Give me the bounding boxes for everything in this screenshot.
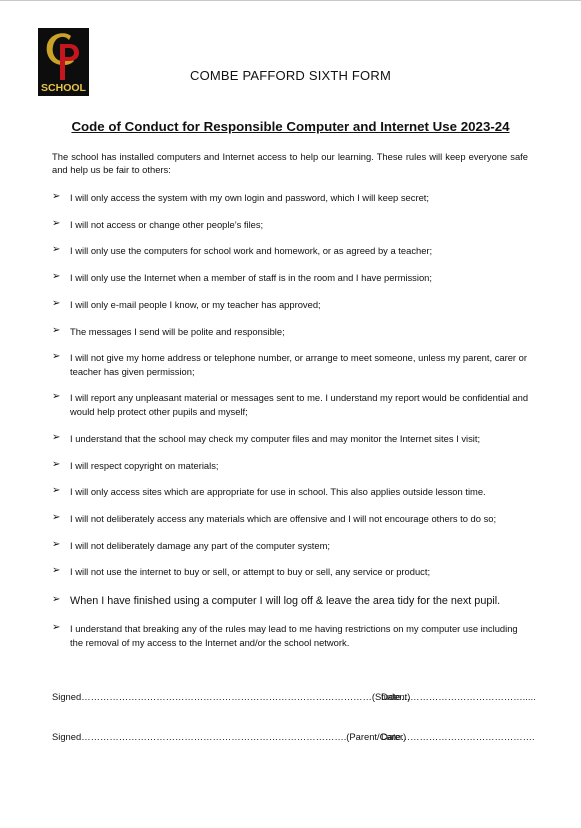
school-logo (38, 28, 89, 96)
arrow-bullet-icon: ➢ (52, 244, 61, 255)
rule-text: I will only e-mail people I know, or my teacher has approved; (70, 299, 321, 310)
rule-text: I will only access sites which are appropriate for use in school. This also applies outside lesson time. (70, 486, 486, 497)
rule-text: I will not deliberately access any materials which are offensive and I will not encourage others to do so; (70, 513, 497, 524)
arrow-bullet-icon: ➢ (52, 325, 61, 336)
arrow-bullet-icon: ➢ (52, 512, 61, 523)
rule-text: I will not give my home address or telephone number, or arrange to meet someone, unless my parent, carer or teacher has given permission; (70, 352, 527, 377)
rule-text: I understand that breaking any of the rules may lead to me having restrictions on my computer use including the removal of my access to the Internet and/or the school network. (70, 623, 518, 648)
arrow-bullet-icon: ➢ (52, 565, 61, 576)
school-name: COMBE PAFFORD SIXTH FORM (189, 68, 391, 83)
intro-paragraph: The school has installed computers and Internet access to help our learning. These rules will keep everyone safe and help us be fair to others: (52, 151, 528, 175)
arrow-bullet-icon: ➢ (52, 594, 61, 605)
arrow-bullet-icon: ➢ (52, 218, 61, 229)
arrow-bullet-icon: ➢ (52, 432, 61, 443)
rule-text: I will only use the computers for school work and homework, or as agreed by a teacher; (70, 245, 433, 256)
arrow-bullet-icon: ➢ (52, 298, 61, 309)
rule-text: I will only use the Internet when a member of staff is in the room and I have permission; (70, 272, 432, 283)
rule-text: When I have finished using a computer I will log off & leave the area tidy for the next pupil. (70, 595, 501, 607)
rule-text: I will not access or change other people’s files; (70, 219, 264, 230)
student-date-line: Date…………………………………..... (381, 691, 536, 702)
rule-text: The messages I send will be polite and responsible; (70, 326, 285, 337)
arrow-bullet-icon: ➢ (52, 539, 61, 550)
rule-text: I understand that the school may check my computer files and may monitor the Internet sites I visit; (70, 433, 481, 444)
arrow-bullet-icon: ➢ (52, 459, 61, 470)
arrow-bullet-icon: ➢ (52, 271, 61, 282)
student-signature-line: Signed…………………………………………………………………………………(Student) (52, 691, 411, 702)
rule-text: I will report any unpleasant material or messages sent to me. I understand my report would be confidential and would help protect other pupils and myself; (70, 392, 529, 417)
rule-text: I will not use the internet to buy or sell, or attempt to buy or sell, any service or product; (70, 566, 431, 577)
arrow-bullet-icon: ➢ (52, 485, 61, 496)
page-top-border (0, 0, 581, 1)
arrow-bullet-icon: ➢ (52, 391, 61, 402)
rule-text: I will only access the system with my own login and password, which I will keep secret; (70, 192, 429, 203)
rule-text: I will not deliberately damage any part of the computer system; (70, 540, 331, 551)
arrow-bullet-icon: ➢ (52, 191, 61, 202)
logo-text: SCHOOL (41, 82, 86, 94)
arrow-bullet-icon: ➢ (52, 351, 61, 362)
parent-signature-line: Signed………………………………………………………………………….(Parent/Carer) (52, 731, 407, 742)
arrow-bullet-icon: ➢ (52, 622, 61, 633)
rule-text: I will respect copyright on materials; (70, 460, 219, 471)
document-title: Code of Conduct for Responsible Computer and Internet Use 2023-24 (71, 119, 510, 134)
parent-date-line: Date……………………………………. (381, 731, 535, 742)
